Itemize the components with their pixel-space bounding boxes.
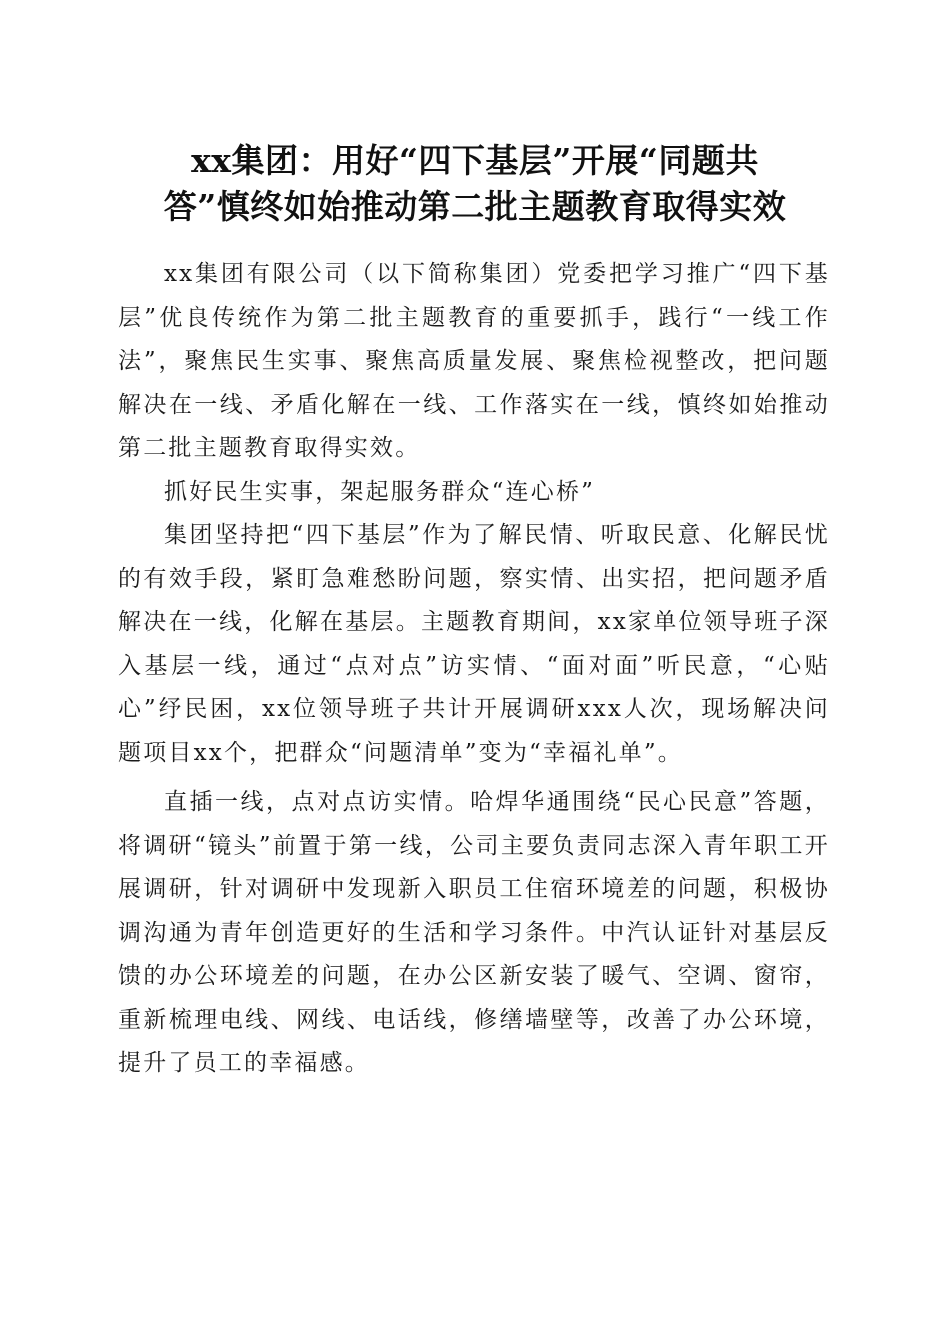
paragraph-subsection-1: 直插一线，点对点访实情。哈焊华通围绕“民心民意”答题，将调研“镜头”前置于第一线，公司主要负责同志深入青年职工开展调研，针对调研中发现新入职员工住宿环境差的问题，积极协调沟通为青年创造更好的生活和学习条件。中汽认证针对基层反馈的办公环境差的问题，在办公区新安装了暖气、空调、窗帘，重新梳理电线、网线、电话线，修缮墙壁等，改善了办公环境，提升了员工的幸福感。	[118, 789, 830, 1076]
paragraph-section-1: 集团坚持把“四下基层”作为了解民情、听取民意、化解民忧的有效手段，紧盯急难愁盼问题，察实情、出实招，把问题矛盾解决在一线，化解在基层。主题教育期间，xx家单位领导班子深入基层一线，通过“点对点”访实情、“面对面”听民意，“心贴心”纾民困，xx位领导班子共计开展调研xxx人次，现场解决问题项目xx个，把群众“问题清单”变为“幸福礼单”。	[118, 522, 830, 766]
title-line-1: xx集团：用好“四下基层”开展“同题共	[191, 141, 759, 180]
document-title	[110, 138, 840, 230]
paragraph-intro: xx集团有限公司（以下简称集团）党委把学习推广“四下基层”优良传统作为第二批主题教育的重要抓手，践行“一线工作法”，聚焦民生实事、聚焦高质量发展、聚焦检视整改，把问题解决在一线、矛盾化解在一线、工作落实在一线，慎终如始推动第二批主题教育取得实效。	[118, 261, 830, 461]
section-heading: 抓好民生实事，架起服务群众“连心桥”	[164, 478, 596, 505]
title-line-2: 答”慎终如始推动第二批主题教育取得实效	[163, 187, 787, 226]
document-body	[118, 253, 830, 1086]
